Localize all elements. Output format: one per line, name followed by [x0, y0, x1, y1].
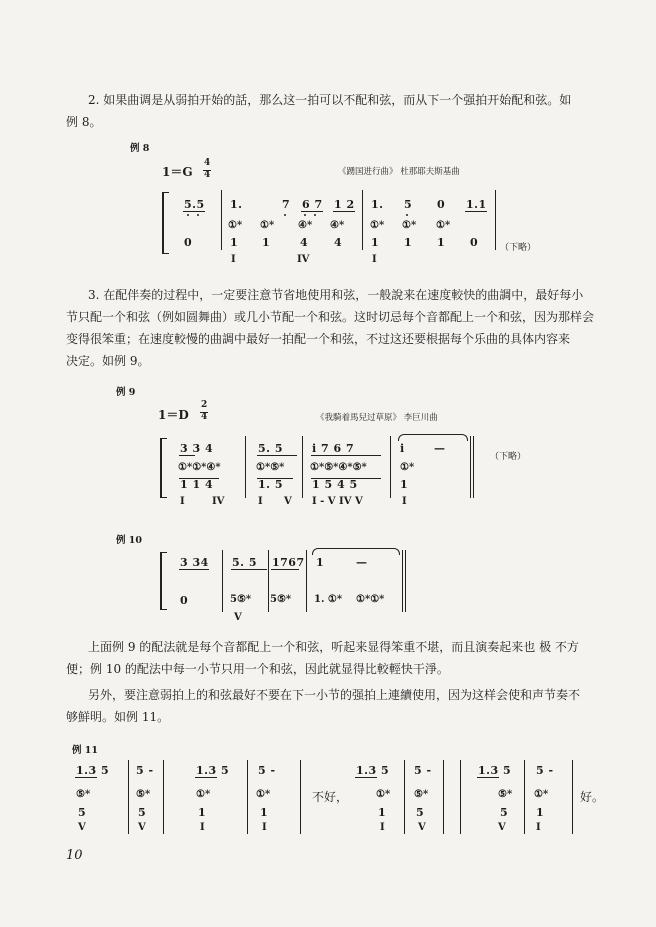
ex11-g0-r2: V [138, 822, 146, 833]
ex11-g3-r1: V [498, 822, 506, 833]
ex8-chord-0: ①* [228, 220, 243, 231]
ex9-melody-2: i 7 6 7 [312, 442, 355, 455]
ex9-roman-0: I [180, 496, 185, 507]
ex8-melody-8: 1.1 [466, 198, 487, 211]
ex8-melody-6: 5 [404, 198, 413, 211]
ex11-g2-r1: I [380, 822, 385, 833]
ex11-g2-m2: 5 - [414, 764, 432, 777]
ex8-roman-2: I [372, 254, 377, 265]
ex11-verdict-good: 好。 [580, 790, 605, 804]
ex11-g2-c2: ⑤* [414, 789, 429, 800]
ex8-bass-0: 0 [184, 236, 193, 249]
ex9-chord-3: ①* [400, 462, 415, 473]
ex9-bass-3: 1 [400, 478, 409, 491]
ex9-roman-4: I - V IV V [312, 496, 363, 507]
ex8-bass-5: 1 [371, 236, 380, 249]
ex8-melody-5: 1. [371, 198, 384, 211]
ex11-g3-b2: 1 [536, 806, 545, 819]
example-9-label: 例 9 [116, 387, 136, 398]
example-8-key: 1＝G [162, 165, 193, 179]
ex11-g1-m2: 5 - [258, 764, 276, 777]
ex8-melody-1: 1. [230, 198, 243, 211]
ex10-melody-4: — [356, 556, 368, 569]
ex10-lower-0: 5⑤* [230, 594, 252, 605]
example-9-source: 《我騎着馬兒过草原》 李巨川曲 [316, 413, 438, 423]
ex9-chord-0: ①*①*④* [178, 462, 221, 473]
ex11-g0-m2: 5 - [136, 764, 154, 777]
ex9-melody-3: i [400, 442, 405, 455]
ex11-g3-m1: 1.3 5 [478, 764, 512, 777]
ex11-g3-m2: 5 - [536, 764, 554, 777]
paragraph-2-line1: 2. 如果曲调是从弱拍开始的話，那么这一拍可以不配和弦，而从下一个强拍开始配和弦。如 [88, 93, 572, 107]
ex8-chord-6: ①* [436, 220, 451, 231]
ex11-g1-r2: I [262, 822, 267, 833]
ex10-left-rest: 0 [180, 594, 189, 607]
example-9-tail: （下略） [490, 452, 527, 462]
example-8-brace [162, 192, 169, 254]
ex9-roman-1: IV [212, 496, 225, 507]
ex11-g2-b1: 1 [378, 806, 387, 819]
ex8-chord-3: ④* [330, 220, 345, 231]
ex11-g1-c2: ①* [256, 789, 271, 800]
example-10-label: 例 10 [116, 535, 143, 546]
example-9-key: 1＝D [158, 408, 189, 422]
ex11-g3-c1: ⑤* [498, 789, 513, 800]
ex9-chord-1: ①*⑤* [256, 462, 285, 473]
example-10-brace [160, 552, 167, 610]
ex10-lower-2: 1. ①* [314, 594, 343, 605]
ex9-melody-1: 5. 5 [258, 442, 283, 455]
example-9-time-num: 2 [201, 400, 208, 410]
example-8-time-den: 4 [204, 170, 211, 180]
ex11-g1-b2: 1 [260, 806, 269, 819]
ex8-melody-4: 1 2 [334, 198, 355, 211]
ex11-g0-m1: 1.3 5 [76, 764, 110, 777]
paragraph-5-line2: 够鮮明。如例 11。 [66, 710, 170, 724]
ex8-melody-0: 5.5 [184, 198, 205, 211]
ex10-roman-0: V [234, 612, 242, 623]
ex8-chord-2: ④* [298, 220, 313, 231]
ex11-verdict-bad: 不好， [312, 790, 349, 804]
ex11-g2-m1: 1.3 5 [356, 764, 390, 777]
ex8-melody-7: 0 [437, 198, 446, 211]
paragraph-3-line3: 变得很笨重；在速度較慢的曲調中最好一拍配一个和弦，不过这还要根据每个乐曲的具体内容来 [66, 332, 571, 346]
ex8-chord-5: ①* [402, 220, 417, 231]
example-8-time-num: 4 [204, 158, 211, 168]
page-number: 10 [66, 848, 83, 863]
paragraph-4-line2: 便；例 10 的配法中每一小节只用一个和弦，因此就显得比較輕快干淨。 [66, 662, 449, 676]
ex8-melody-3: 6 7 [302, 198, 323, 211]
ex9-bass-2: 1 5 4 5 [312, 478, 358, 491]
ex8-bass-4: 4 [334, 236, 343, 249]
ex9-roman-3: V [284, 496, 292, 507]
ex8-roman-1: IV [297, 254, 310, 265]
ex11-g1-r1: I [200, 822, 205, 833]
ex9-bass-0: 1 1 4 [180, 478, 214, 491]
example-8-source: 《踴国进行曲》 杜那耶夫斯基曲 [338, 167, 460, 177]
ex10-melody-1: 5. 5 [232, 556, 257, 569]
ex8-bass-7: 1 [437, 236, 446, 249]
ex10-melody-0: 3 34 [180, 556, 209, 569]
ex10-lower-3: ①*①* [356, 594, 385, 605]
ex10-lower-1: 5⑤* [270, 594, 292, 605]
ex8-melody-2: 7 [282, 198, 291, 211]
ex11-g0-c1: ⑤* [76, 789, 91, 800]
ex10-melody-3: 1 [316, 556, 325, 569]
ex11-g1-c1: ①* [196, 789, 211, 800]
example-8-tail: （下略） [500, 243, 537, 253]
ex8-bass-2: 1 [262, 236, 271, 249]
example-8-label: 例 8 [130, 143, 150, 154]
ex8-bass-3: 4 [300, 236, 309, 249]
ex11-g3-c2: ①* [534, 789, 549, 800]
ex11-g1-m1: 1.3 5 [196, 764, 230, 777]
ex11-g2-b2: 5 [416, 806, 425, 819]
ex9-melody-4: — [434, 442, 446, 455]
ex8-chord-1: ①* [260, 220, 275, 231]
paragraph-2-line2: 例 8。 [66, 115, 102, 129]
ex11-g3-r2: I [536, 822, 541, 833]
ex11-g0-r1: V [78, 822, 86, 833]
ex9-bass-1: 1. 5 [258, 478, 283, 491]
ex9-roman-2: I [258, 496, 263, 507]
ex8-roman-0: I [231, 254, 236, 265]
ex8-bass-6: 1 [404, 236, 413, 249]
ex9-melody-0: 3 3 4 [180, 442, 214, 455]
ex8-bass-1: 1 [230, 236, 239, 249]
example-9-brace [160, 438, 167, 498]
ex11-g0-b1: 5 [78, 806, 87, 819]
ex8-chord-4: ①* [370, 220, 385, 231]
ex10-melody-2: 1767 [272, 556, 305, 569]
ex9-chord-2: ①*⑤*④*⑤* [310, 462, 367, 473]
ex11-g1-b1: 1 [198, 806, 207, 819]
ex9-roman-5: I [402, 496, 407, 507]
paragraph-3-line4: 决定。如例 9。 [66, 354, 150, 368]
ex11-g3-b1: 5 [500, 806, 509, 819]
paragraph-3-line2: 节只配一个和弦（例如圆舞曲）或几小节配一个和弦。这时切忌每个音都配上一个和弦，因为那样会 [66, 310, 595, 324]
ex11-g2-c1: ①* [376, 789, 391, 800]
paragraph-3-line1: 3. 在配伴奏的过程中，一定要注意节省地使用和弦，一般說来在速度較快的曲調中，最好每小 [88, 288, 584, 302]
paragraph-5-line1: 另外，要注意弱拍上的和弦最好不要在下一小节的强拍上連續使用，因为这样会使和声节奏不 [88, 688, 581, 702]
paragraph-4-line1: 上面例 9 的配法就是每个音都配上一个和弦，听起来显得笨重不堪，而且演奏起来也 极 不方 [88, 640, 579, 654]
ex11-g0-b2: 5 [138, 806, 147, 819]
ex8-bass-8: 0 [470, 236, 479, 249]
ex11-g2-r2: V [418, 822, 426, 833]
ex11-g0-c2: ⑤* [136, 789, 151, 800]
example-9-time-den: 4 [201, 412, 208, 422]
example-11-label: 例 11 [72, 745, 99, 756]
